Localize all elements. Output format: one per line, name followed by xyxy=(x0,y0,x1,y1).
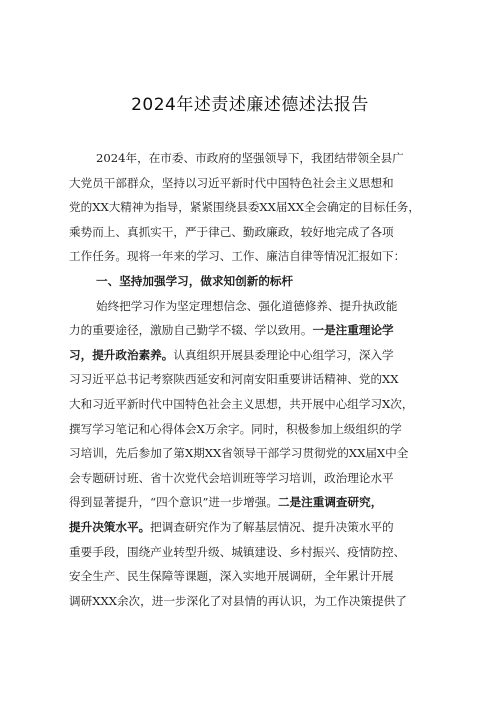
text-segment: 习习近平总书记考察陕西延安和河南安阳重要讲话精神、党的XX xyxy=(69,372,399,387)
text-segment: 会专题研讨班、省十次党代会培训班等学习培训，政治理论水平 xyxy=(69,470,394,485)
text-line xyxy=(69,540,431,565)
text-segment: 力的重要途径，激励自己勤学不辍、学以致用。 xyxy=(69,323,313,338)
text-line xyxy=(69,195,431,220)
text-line xyxy=(69,490,431,515)
text-line xyxy=(69,343,431,368)
bold-text-segment: 二是注重调查研究， xyxy=(277,495,383,510)
text-segment: 重要手段，围绕产业转型升级、城镇建设、乡村振兴、疫情防控、 xyxy=(69,544,406,559)
text-line xyxy=(69,294,431,319)
text-segment: 大党员干部群众，坚持以习近平新时代中国特色社会主义思想和 xyxy=(69,175,394,190)
text-segment: 乘势而上、真抓实干，严于律己、勤政廉政，较好地完成了各项 xyxy=(69,224,394,239)
text-line xyxy=(69,244,431,269)
text-segment: 2024年，在市委、市政府的坚强领导下，我团结带领全县广 xyxy=(96,151,404,165)
text-line xyxy=(69,146,431,171)
text-segment: 安全生产、民生保障等课题，深入实地开展调研，全年累计开展 xyxy=(69,569,394,584)
document-title: 2024年述责述廉述德述法报告 xyxy=(131,95,369,115)
text-segment: 党的XX大精神为指导，紧紧围绕县委XX届XX全会确定的目标任务， xyxy=(69,200,420,215)
text-line xyxy=(69,269,431,294)
text-line xyxy=(69,564,431,589)
bold-text-segment: 提升决策水平。 xyxy=(69,519,151,534)
text-line xyxy=(69,171,431,196)
bold-text-segment: 一是注重理论学 xyxy=(312,323,394,338)
text-line xyxy=(69,392,431,417)
text-segment: 认真组织开展县委理论中心组学习，深入学 xyxy=(173,347,394,362)
text-segment: 工作任务。现将一年来的学习、工作、廉洁自律等情况汇报如下： xyxy=(69,249,406,264)
text-line xyxy=(69,589,431,614)
bold-text-segment: 习，提升政治素养。 xyxy=(69,347,174,362)
text-line xyxy=(69,417,431,442)
text-line xyxy=(69,318,431,343)
text-segment: 调研XXX余次，进一步深化了对县情的再认识，为工作决策提供了 xyxy=(69,593,407,608)
text-line xyxy=(69,367,431,392)
document-body xyxy=(69,146,431,613)
text-segment: 把调查研究作为了解基层情况、提升决策水平的 xyxy=(150,519,394,534)
text-line xyxy=(69,515,431,540)
text-segment: 习培训，先后参加了第X期XX省领导干部学习贯彻党的XX届X中全 xyxy=(69,446,409,461)
text-line xyxy=(69,441,431,466)
text-segment: 撰写学习笔记和心得体会X万余字。同时，积极参加上级组织的学 xyxy=(69,421,402,436)
text-segment: 始终把学习作为坚定理想信念、强化道德修养、提升执政能 xyxy=(96,298,398,313)
text-segment: 大和习近平新时代中国特色社会主义思想，共开展中心组学习X次， xyxy=(69,396,414,411)
text-line xyxy=(69,220,431,245)
bold-text-segment: 一、坚持加强学习，做求知创新的标杆 xyxy=(96,273,294,288)
text-segment: 得到显著提升，“四个意识”进一步增强。 xyxy=(69,495,278,510)
text-line xyxy=(69,466,431,491)
